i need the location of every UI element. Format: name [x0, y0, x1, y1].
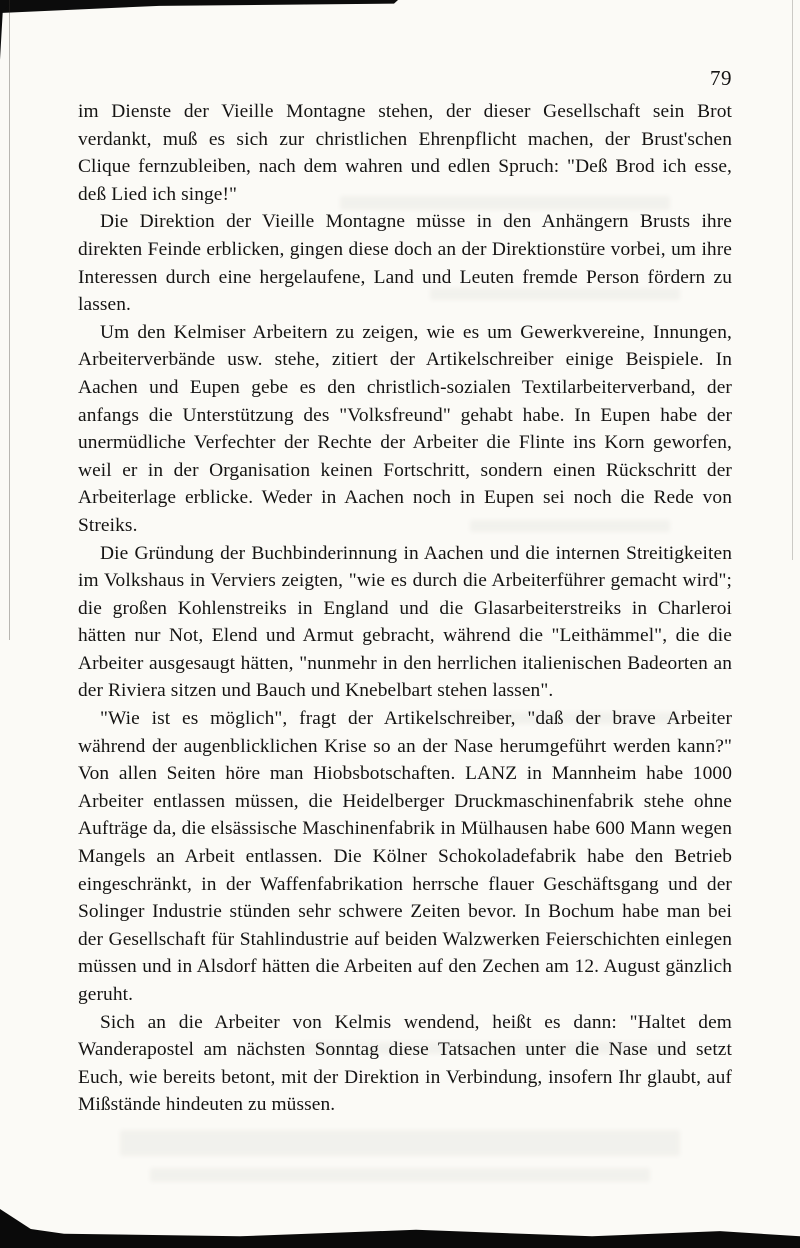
reverse-side-ghosting: [150, 1168, 650, 1182]
paragraph: Die Gründung der Buchbinderinnung in Aachen und die internen Streitigkeiten im Volkshaus in Verviers zeigten, "wie es durch die Arbeiterführer gemacht wird"; die großen Kohlenstreiks in England und die Glasarbeiterstreiks in Charleroi hätten nur Not, Elend und Armut gebracht, während die "Leithämmel", die die Arbeiter ausgesaugt hätten, "nunmehr in den herrlichen italienischen Badeorten an der Riviera sitzen und Bauch und Knebelbart stehen lassen".: [78, 542, 732, 702]
paragraph: Sich an die Arbeiter von Kelmis wendend, heißt es dann: "Haltet dem Wanderapostel am nächsten Sonntag diese Tatsachen unter die Nase und setzt Euch, wie bereits betont, mit der Direktion in Verbindung, insofern Ihr glaubt, auf Mißstände hindeuten zu müssen.: [78, 1011, 732, 1116]
scan-paper-edge-left: [9, 0, 10, 640]
reverse-side-ghosting: [120, 1130, 680, 1156]
paragraph: Die Direktion der Vieille Montagne müsse in den Anhängern Brusts ihre direkten Feinde erblicken, gingen diese doch an der Direktionstüre vorbei, um ihre Interessen durch eine hergelaufene, Land und Leuten fremde Person fördern zu lassen.: [78, 211, 732, 316]
scan-paper-edge-right: [792, 0, 793, 560]
scan-edge-top: [0, 0, 398, 13]
paragraph: "Wie ist es möglich", fragt der Artikelschreiber, "daß der brave Arbeiter während der augenblicklichen Krise so an der Nase herumgeführt werden kann?" Von allen Seiten höre man Hiobsbotschaften. LANZ in Mannheim habe 1000 Arbeiter entlassen müssen, die Heidelberger Druckmaschinenfabrik stehe ohne Aufträge da, die elsässische Maschinenfabrik in Mülhausen habe 600 Mann wegen Mangels an Arbeit entlassen. Die Kölner Schokoladefabrik habe den Betrieb eingeschränkt, in der Waffenfabrikation herrsche flauer Geschäftsgang und der Solinger Industrie stünden sehr schwere Zeiten bevor. In Bochum habe man bei der Gesellschaft für Stahlindustrie auf beiden Walzwerken Feierschichten einlegen müssen und in Alsdorf hätten die Arbeiten auf den Zechen am 12. August gänzlich geruht.: [78, 708, 732, 1005]
paragraph: im Dienste der Vieille Montagne stehen, der dieser Gesellschaft sein Brot verdankt, muß es sich zur christlichen Ehrenpflicht machen, der Brust'schen Clique fernzubleiben, nach dem wahren und edlen Spruch: "Deß Brod ich esse, deß Lied ich singe!": [78, 101, 732, 205]
paragraph: Um den Kelmiser Arbeitern zu zeigen, wie es um Gewerkvereine, Innungen, Arbeiterverbände usw. stehe, zitiert der Artikelschreiber einige Beispiele. In Aachen und Eupen gebe es den christlich-sozialen Textilarbeiterverband, der anfangs die Unterstützung des "Volksfreund" gehabt habe. In Eupen habe der unermüdliche Verfechter der Rechte der Arbeiter die Flinte ins Korn geworfen, weil er in der Organisation keinen Fortschritt, sondern einen Rückschritt der Arbeiterlage erblicke. Weder in Aachen noch in Eupen sei noch die Rede von Streiks.: [78, 321, 732, 536]
text-block: [78, 98, 732, 1119]
scan-edge-bottom: [0, 1222, 800, 1248]
page-number: 79: [710, 66, 732, 90]
